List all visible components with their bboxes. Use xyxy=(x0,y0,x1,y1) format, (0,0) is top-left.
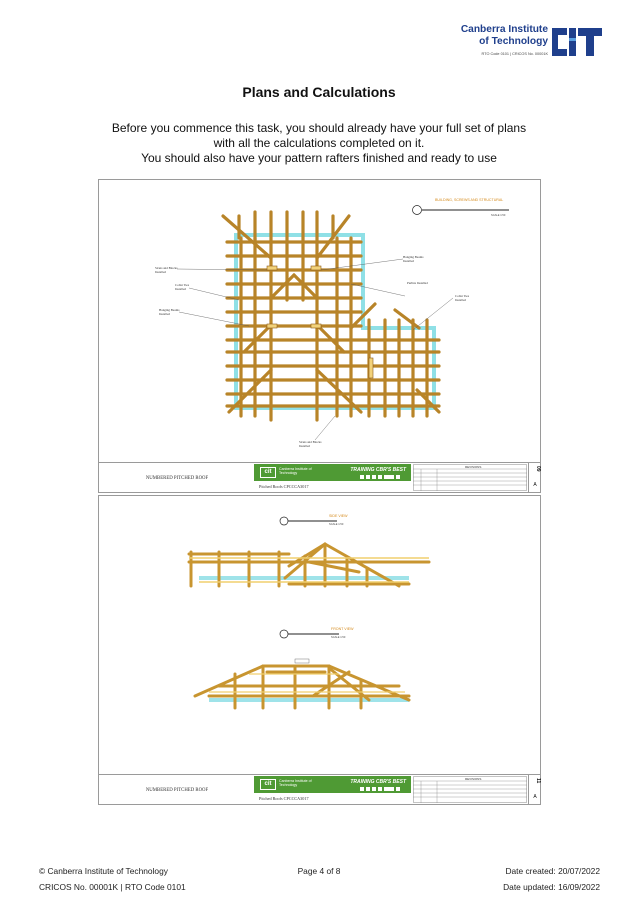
banner-slogan: TRAINING CBR'S BEST xyxy=(350,779,406,785)
social-icons xyxy=(360,475,406,479)
sheet-subtitle: Pitched Roofs CPCCCA3017 xyxy=(259,796,309,801)
view-scale-plan: SCALE 1:50 xyxy=(491,214,506,217)
front-view-scale: SCALE 1:50 xyxy=(331,636,346,639)
title-block-2 xyxy=(99,774,540,804)
intro-line-2: with all the calculations completed on it. xyxy=(213,136,425,150)
sheet-number-box xyxy=(528,775,540,805)
label-collar-ties-right-2: Installed xyxy=(455,298,466,302)
cit-logo xyxy=(452,24,604,66)
footer-codes: CRICOS No. 00001K | RTO Code 0101 xyxy=(39,882,186,892)
intro-line-1: Before you commence this task, you should already have your full set of plans xyxy=(111,121,527,135)
view-title-plan: BUILDING, SCREWS AND STRUCTURAL xyxy=(435,198,504,202)
roof-elevations-drawing xyxy=(99,496,540,774)
title-block-1 xyxy=(99,462,540,492)
label-hanging-beams-right: Hanging Beams xyxy=(403,255,424,259)
banner-institute: Canberra Institute of Technology xyxy=(279,467,312,476)
cit-mini-logo-icon: cit xyxy=(260,467,276,478)
revisions-heading: REVISIONS xyxy=(465,465,482,469)
revisions-table xyxy=(413,464,527,491)
label-collar-ties: Collar Ties xyxy=(175,283,190,287)
revisions-heading: REVISIONS xyxy=(465,777,482,781)
sheet-number: 11 xyxy=(535,778,541,784)
roof-timber-framing xyxy=(223,212,439,420)
front-view-marker xyxy=(280,627,354,639)
label-collar-ties-2: Installed xyxy=(175,287,186,291)
side-view-marker xyxy=(280,514,348,526)
label-hanging-beams: Hanging Beams xyxy=(159,308,180,312)
roof-framing-plan-drawing xyxy=(99,180,540,462)
side-view-title: SIDE VIEW xyxy=(329,514,348,518)
banner-slogan: TRAINING CBR'S BEST xyxy=(350,467,406,473)
intro-line-3: You should also have your pattern rafters finished and ready to use xyxy=(141,151,497,165)
label-hanging-beams-2: Installed xyxy=(159,312,170,316)
front-view-drawing xyxy=(195,659,409,708)
sheet-revision: A xyxy=(533,794,537,800)
page-title: Plans and Calculations xyxy=(242,84,396,100)
revisions-table xyxy=(413,776,527,803)
logo-wordmark xyxy=(452,24,548,47)
sheet-number-box xyxy=(528,463,540,493)
label-struts-blocks-bottom-2: Installed xyxy=(299,444,310,448)
footer-copyright: © Canberra Institute of Technology xyxy=(39,866,168,876)
logo-line-2: of Technology xyxy=(479,35,548,47)
sheet-subtitle: Pitched Roofs CPCCCA3017 xyxy=(259,484,309,489)
view-title-marker xyxy=(413,198,510,217)
cit-banner xyxy=(254,464,411,481)
footer-date-updated: Date updated: 16/09/2022 xyxy=(503,882,600,892)
cit-mini-logo-icon: cit xyxy=(260,779,276,790)
project-name: NUMBERED PITCHED ROOF xyxy=(145,788,209,793)
sheet-number: 09 xyxy=(535,466,541,472)
sheet-revision: A xyxy=(533,482,537,488)
label-collar-ties-right: Collar Ties xyxy=(455,294,470,298)
roof-framing-plan-sheet xyxy=(98,179,541,493)
cit-banner xyxy=(254,776,411,793)
project-name: NUMBERED PITCHED ROOF xyxy=(145,476,209,481)
social-icons xyxy=(360,787,406,791)
logo-line-1: Canberra Institute xyxy=(460,24,548,35)
label-struts-blocks: Struts and Blocks xyxy=(155,266,178,270)
front-view-title: FRONT VIEW xyxy=(331,627,354,631)
footer-date-created: Date created: 20/07/2022 xyxy=(505,866,600,876)
label-struts-blocks-bottom: Struts and Blocks xyxy=(299,440,322,444)
label-hanging-beams-right-2: Installed xyxy=(403,259,414,263)
roof-elevations-sheet xyxy=(98,495,541,805)
side-view-drawing xyxy=(189,544,429,586)
footer-page-number: Page 4 of 8 xyxy=(297,866,341,876)
banner-institute: Canberra Institute of Technology xyxy=(279,779,312,788)
label-struts-blocks-2: Installed xyxy=(155,270,166,274)
side-view-scale: SCALE 1:50 xyxy=(329,523,344,526)
logo-subline: RTO Code 0101 | CRICOS No. 00001K xyxy=(481,52,548,56)
label-purlins: Purlins Installed xyxy=(407,281,428,285)
cit-logo-mark-icon xyxy=(552,26,602,58)
